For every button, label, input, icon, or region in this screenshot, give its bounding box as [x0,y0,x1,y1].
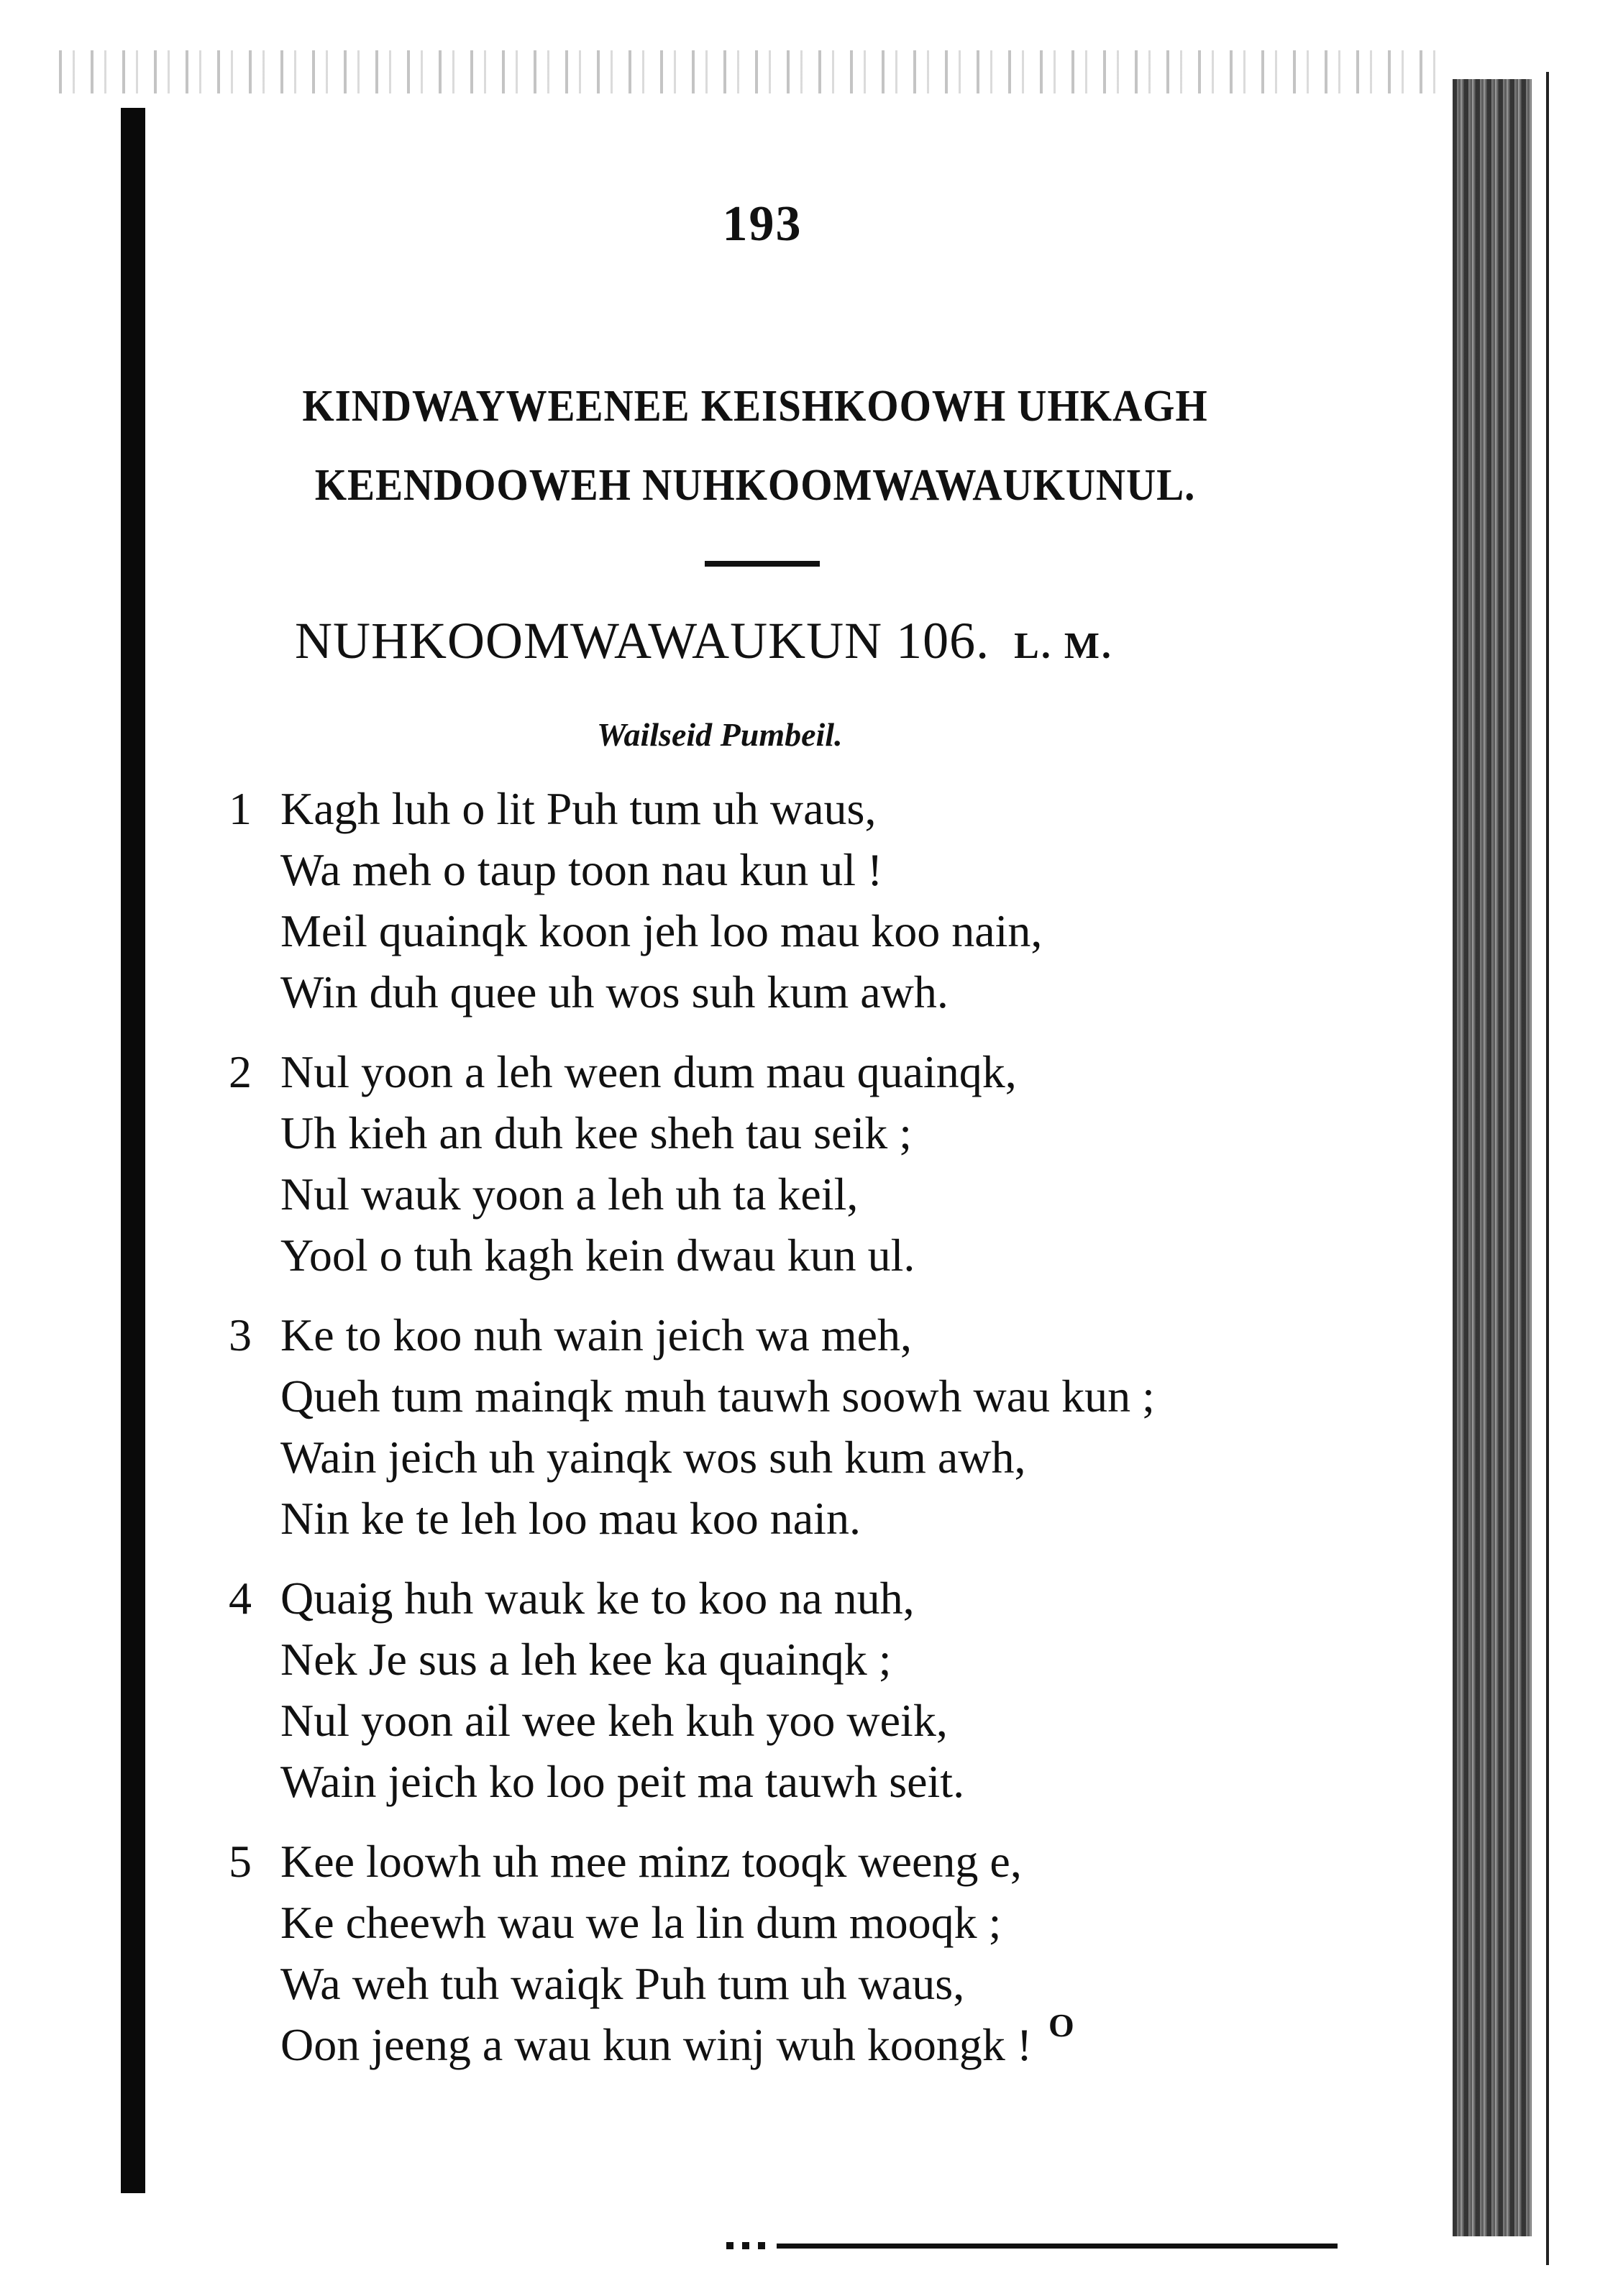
verse-line: Yool o tuh kagh kein dwau kun ul. [280,1230,915,1281]
heading-line-2: KEENDOOWEH NUHKOOMWAWAUKUNUL. [314,461,1196,510]
heading-line-1: KINDWAYWEENEE KEISHKOOWH UHKAGH [302,382,1208,431]
scan-mark-bottom [726,2242,769,2249]
hymn-meter: L. M. [1014,626,1113,667]
verse-line: Queh tum mainqk muh tauwh soowh wau kun ; [280,1371,1155,1422]
stanza-list [229,778,1336,2094]
verse-line: Quaig huh wauk ke to koo na nuh, [280,1573,915,1624]
verse-line: Nin ke te leh loo mau koo nain. [280,1493,861,1544]
section-heading [259,367,1251,525]
page-edge-line [1546,72,1549,2265]
stanza-number: 5 [229,1836,252,1887]
verse-line: Kee loowh uh mee minz tooqk weeng e, [280,1836,1022,1887]
catchword: O [1048,2007,1074,2044]
verse-line: Wa weh tuh waiqk Puh tum uh waus, [280,1958,965,2009]
divider-rule [705,561,820,567]
hymn-title-text: NUHKOOMWAWAUKUN 106. [295,612,990,669]
stanza-5 [229,1831,1336,2075]
verse-line: Win duh quee uh wos suh kum awh. [280,966,949,1017]
stanza-4 [229,1568,1336,1812]
stanza-1 [229,778,1336,1023]
stanza-number: 1 [229,783,252,834]
verse-line: Wa meh o taup toon nau kun ul ! [280,844,883,895]
verse-line: Wain jeich ko loo peit ma tauwh seit. [280,1756,965,1807]
hymn-tune: Wailseid Pumbeil. [597,716,843,753]
verse-line: Ke cheewh wau we la lin dum mooqk ; [280,1897,1002,1948]
verse-line: Nek Je sus a leh kee ka quainqk ; [280,1634,892,1685]
stanza-3 [229,1304,1336,1549]
verse-line: Nul wauk yoon a leh uh ta keil, [280,1168,859,1220]
stanza-number: 4 [229,1573,252,1624]
verse-line: Ke to koo nuh wain jeich wa meh, [280,1309,912,1360]
stanza-2 [229,1041,1336,1286]
scan-line-bottom [777,2244,1338,2249]
verse-line: Nul yoon ail wee keh kuh yoo weik, [280,1695,948,1746]
verse-line: Meil quainqk koon jeh loo mau koo nain, [280,905,1043,956]
stanza-number: 3 [229,1309,252,1360]
hymn-title [295,611,1113,671]
scan-noise-top [43,50,1445,93]
page-edge-right [1453,79,1532,2236]
verse-line: Oon jeeng a wau kun winj wuh koongk ! [280,2019,1033,2070]
verse-line: Uh kieh an duh kee sheh tau seik ; [280,1107,912,1158]
verse-line: Kagh luh o lit Puh tum uh waus, [280,783,877,834]
stanza-number: 2 [229,1046,252,1097]
verse-line: Nul yoon a leh ween dum mau quainqk, [280,1046,1017,1097]
verse-line: Wain jeich uh yainqk wos suh kum awh, [280,1432,1026,1483]
binding-shadow-left [121,108,145,2193]
page-number: 193 [722,196,803,252]
